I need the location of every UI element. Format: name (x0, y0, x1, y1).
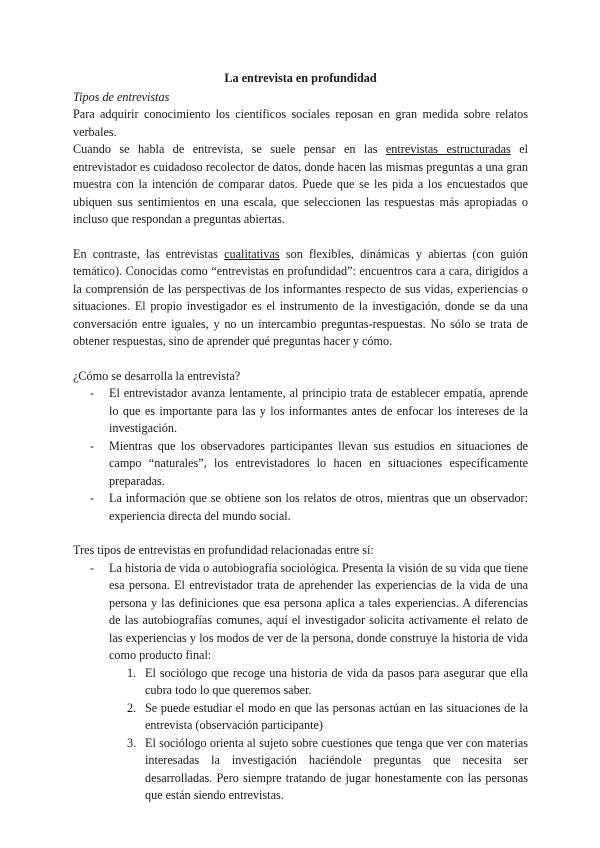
how-list (73, 385, 528, 525)
intro-paragraph: Para adquirir conocimiento los científicos sociales reposan en gran medida sobre relatos verbales. (73, 107, 528, 139)
numbered-item: 1. El sociólogo que recoge una historia de vida da pasos para asegurar que ella cubra todo lo que queremos saber. (127, 665, 528, 697)
dash-bullet: - (90, 491, 95, 505)
structured-paragraph (73, 141, 528, 229)
qualitative-text-before: En contraste, las entrevistas (73, 246, 225, 261)
how-heading: ¿Cómo se desarrolla la entrevista? (73, 368, 241, 383)
life-story-sublist (73, 665, 528, 805)
life-story-text: La historia de vida o autobiografía sociológica. Presenta la visión de su vida que tiene esa persona. El entrevistador trata de aprehender las experiencias de la vida de una persona y las definiciones que esa persona aplica a tales experiencias. A diferencias de las autobiografías comunes, aquí el investigador solicita activamente el relato de las experiencias y los modos de ver de la persona, donde construye la historia de vida como producto final: (109, 560, 528, 662)
dash-bullet: - (90, 386, 95, 400)
types-heading: Tres tipos de entrevistas en profundidad relacionadas entre sí: (73, 543, 374, 557)
section-subtitle: Tipos de entrevistas (73, 89, 170, 104)
qualitative-term: cualitativas (224, 246, 280, 261)
document-page (73, 70, 528, 805)
numbered-item: 2. Se puede estudiar el modo en que las personas actúan en las situaciones de la entrevista (observación participante) (127, 700, 528, 732)
list-item (73, 560, 528, 665)
types-list (73, 560, 528, 665)
list-item: - Mientras que los observadores participantes llevan sus estudios en situaciones de campo “naturales”, los entrevistadores lo hacen en situaciones específicamente preparadas. (90, 438, 528, 488)
structured-text-before: Cuando se habla de entrevista, se suele pensar en las (73, 142, 386, 156)
dash-bullet: - (90, 438, 95, 453)
numbered-item: 3. El sociólogo orienta al sujeto sobre cuestiones que tenga que ver con materias interesadas la investigación haciéndole preguntas que necesita ser desarrolladas. Pero siempre tratando de jugar honestamente con las personas que están siendo entrevistas. (127, 735, 528, 802)
document-title: La entrevista en profundidad (224, 71, 377, 85)
list-item: - La información que se obtiene son los relatos de otros, mientras que un observador: experiencia directa del mundo social. (90, 491, 528, 523)
structured-text-after: el entrevistador es cuidadoso recolector de datos, donde hacen las mismas preguntas a una gran muestra con la intención de comparar datos. Puede que se les pida a los encuestados que ubiquen sus sentimientos en una escala, que seleccionen las respuestas más apropiadas o incluso que respondan a preguntas abiertas. (73, 142, 528, 226)
dash-bullet: - (90, 560, 95, 575)
structured-interviews-term: entrevistas estructuradas (385, 142, 511, 156)
qualitative-text-after: son flexibles, dinámicas y abiertas (con guión temático). Conocidas como “entrevistas en profundidad”: encuentros cara a cara, dirigidos a la comprensión de las perspectivas de los informantes respecto de sus vidas, experiencias o situaciones. El propio investigador es el instrumento de la investigación, donde se da una conversación entre iguales, y no un intercambio preguntas-respuestas. No sólo se trata de obtener respuestas, sino de aprender qué preguntas hacer y cómo. (73, 246, 528, 348)
qualitative-paragraph (73, 246, 528, 351)
list-item: - El entrevistador avanza lentamente, al principio trata de establecer empatía, aprende lo que es importante para las y los informantes antes de enfocar los intereses de la investigación. (90, 386, 528, 435)
